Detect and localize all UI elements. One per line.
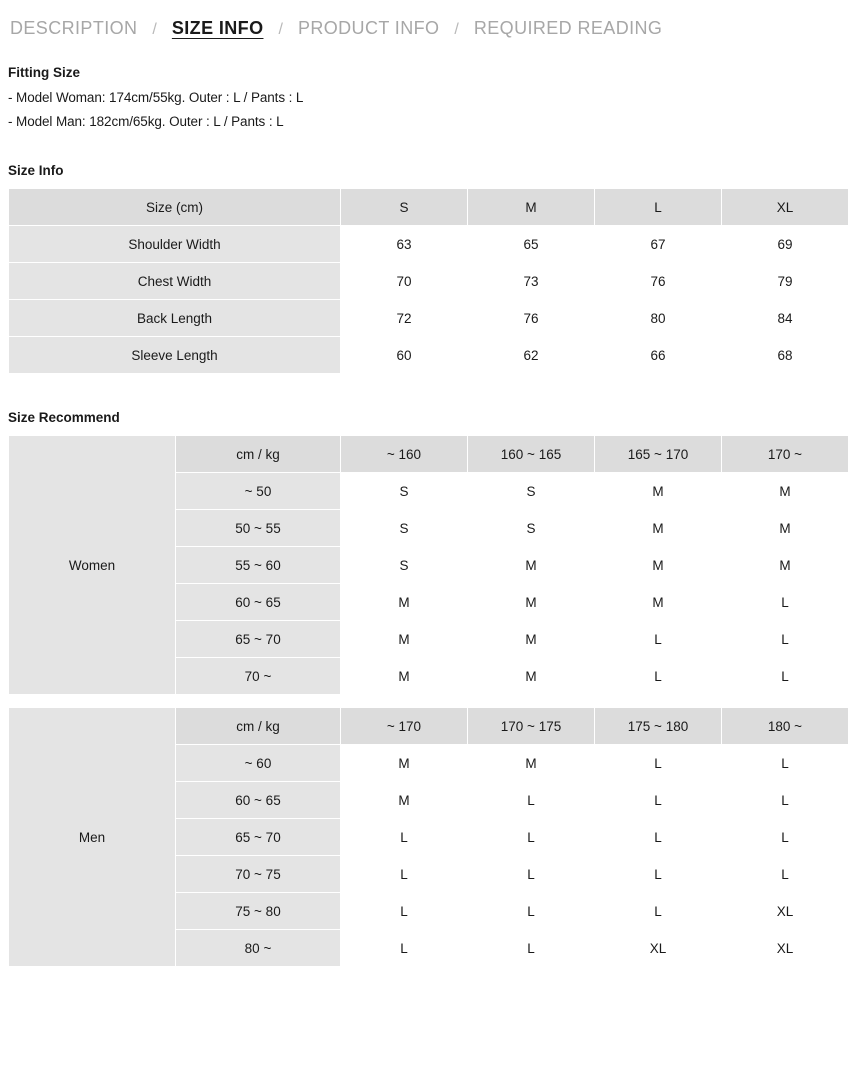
women-cell-3-0: M — [341, 584, 468, 621]
cell-shoulder-xl: 69 — [722, 226, 849, 263]
women-row-label-1: 50 ~ 55 — [176, 510, 341, 547]
men-row-label-4: 75 ~ 80 — [176, 893, 341, 930]
fitting-line-woman: - Model Woman: 174cm/55kg. Outer : L / Pants : L — [8, 90, 304, 105]
women-row-label-3: 60 ~ 65 — [176, 584, 341, 621]
tab-separator-2: / — [278, 21, 283, 38]
women-row-label-2: 55 ~ 60 — [176, 547, 341, 584]
row-label-back-length: Back Length — [9, 300, 341, 337]
men-cell-4-0: L — [341, 893, 468, 930]
men-cell-3-0: L — [341, 856, 468, 893]
men-cell-1-2: L — [595, 782, 722, 819]
group-label-women: Women — [9, 436, 176, 695]
men-row-label-2: 65 ~ 70 — [176, 819, 341, 856]
women-cell-2-2: M — [595, 547, 722, 584]
men-cell-5-0: L — [341, 930, 468, 967]
women-cell-0-3: M — [722, 473, 849, 510]
women-header-3: 165 ~ 170 — [595, 436, 722, 473]
women-cell-5-3: L — [722, 658, 849, 695]
table-row — [9, 300, 849, 337]
cell-chest-m: 73 — [468, 263, 595, 300]
group-label-men: Men — [9, 708, 176, 967]
men-cell-3-1: L — [468, 856, 595, 893]
women-cell-2-0: S — [341, 547, 468, 584]
men-cell-1-3: L — [722, 782, 849, 819]
size-recommend-women-table — [8, 435, 849, 695]
cell-chest-s: 70 — [341, 263, 468, 300]
men-cell-4-2: L — [595, 893, 722, 930]
women-row-label-4: 65 ~ 70 — [176, 621, 341, 658]
women-header-1: ~ 160 — [341, 436, 468, 473]
table-row — [9, 263, 849, 300]
size-info-title: Size Info — [8, 163, 64, 178]
men-cell-3-2: L — [595, 856, 722, 893]
size-info-header-3: L — [595, 189, 722, 226]
tab-bar — [8, 14, 849, 39]
women-cell-5-1: M — [468, 658, 595, 695]
size-info-header-4: XL — [722, 189, 849, 226]
table-header-row — [9, 189, 849, 226]
men-cell-5-1: L — [468, 930, 595, 967]
cell-sleeve-xl: 68 — [722, 337, 849, 374]
women-cell-1-0: S — [341, 510, 468, 547]
women-header-0: cm / kg — [176, 436, 341, 473]
fitting-line-man: - Model Man: 182cm/65kg. Outer : L / Pants : L — [8, 114, 284, 129]
women-cell-3-1: M — [468, 584, 595, 621]
cell-back-xl: 84 — [722, 300, 849, 337]
table-header-row — [9, 436, 849, 473]
size-info-section — [8, 163, 849, 374]
row-label-shoulder-width: Shoulder Width — [9, 226, 341, 263]
cell-chest-l: 76 — [595, 263, 722, 300]
cell-shoulder-s: 63 — [341, 226, 468, 263]
row-label-sleeve-length: Sleeve Length — [9, 337, 341, 374]
women-cell-4-0: M — [341, 621, 468, 658]
size-recommend-men-table — [8, 707, 849, 967]
cell-back-s: 72 — [341, 300, 468, 337]
cell-sleeve-l: 66 — [595, 337, 722, 374]
women-row-label-5: 70 ~ — [176, 658, 341, 695]
cell-back-l: 80 — [595, 300, 722, 337]
tab-separator-1: / — [152, 21, 157, 38]
size-info-header-1: S — [341, 189, 468, 226]
tab-description[interactable]: DESCRIPTION — [10, 18, 138, 38]
women-cell-4-1: M — [468, 621, 595, 658]
women-cell-1-1: S — [468, 510, 595, 547]
fitting-size-section — [8, 65, 849, 129]
women-cell-2-3: M — [722, 547, 849, 584]
men-row-label-1: 60 ~ 65 — [176, 782, 341, 819]
men-row-label-3: 70 ~ 75 — [176, 856, 341, 893]
men-header-1: ~ 170 — [341, 708, 468, 745]
women-cell-1-2: M — [595, 510, 722, 547]
men-row-label-0: ~ 60 — [176, 745, 341, 782]
cell-sleeve-m: 62 — [468, 337, 595, 374]
size-info-table — [8, 188, 849, 374]
women-cell-0-0: S — [341, 473, 468, 510]
size-info-header-2: M — [468, 189, 595, 226]
cell-shoulder-l: 67 — [595, 226, 722, 263]
table-row — [9, 337, 849, 374]
men-cell-0-0: M — [341, 745, 468, 782]
men-header-4: 180 ~ — [722, 708, 849, 745]
size-recommend-section — [8, 410, 849, 967]
men-cell-0-3: L — [722, 745, 849, 782]
men-cell-2-0: L — [341, 819, 468, 856]
women-cell-5-2: L — [595, 658, 722, 695]
men-cell-0-1: M — [468, 745, 595, 782]
women-cell-0-2: M — [595, 473, 722, 510]
men-header-0: cm / kg — [176, 708, 341, 745]
row-label-chest-width: Chest Width — [9, 263, 341, 300]
cell-sleeve-s: 60 — [341, 337, 468, 374]
table-row — [9, 226, 849, 263]
men-cell-4-1: L — [468, 893, 595, 930]
men-cell-2-2: L — [595, 819, 722, 856]
cell-back-m: 76 — [468, 300, 595, 337]
women-cell-4-3: L — [722, 621, 849, 658]
women-header-4: 170 ~ — [722, 436, 849, 473]
table-spacer — [8, 695, 849, 707]
tab-separator-3: / — [454, 21, 459, 38]
size-info-header-0: Size (cm) — [9, 189, 341, 226]
women-cell-4-2: L — [595, 621, 722, 658]
cell-chest-xl: 79 — [722, 263, 849, 300]
women-cell-1-3: M — [722, 510, 849, 547]
tab-required-reading[interactable]: REQUIRED READING — [473, 18, 663, 38]
size-recommend-title: Size Recommend — [8, 410, 120, 425]
men-header-2: 170 ~ 175 — [468, 708, 595, 745]
men-cell-2-3: L — [722, 819, 849, 856]
men-cell-0-2: L — [595, 745, 722, 782]
men-cell-4-3: XL — [722, 893, 849, 930]
men-cell-3-3: L — [722, 856, 849, 893]
women-cell-3-3: L — [722, 584, 849, 621]
men-cell-5-2: XL — [595, 930, 722, 967]
men-cell-2-1: L — [468, 819, 595, 856]
cell-shoulder-m: 65 — [468, 226, 595, 263]
women-cell-3-2: M — [595, 584, 722, 621]
men-cell-1-1: L — [468, 782, 595, 819]
tab-product-info[interactable]: PRODUCT INFO — [297, 18, 440, 38]
women-cell-0-1: S — [468, 473, 595, 510]
women-row-label-0: ~ 50 — [176, 473, 341, 510]
men-header-3: 175 ~ 180 — [595, 708, 722, 745]
men-cell-1-0: M — [341, 782, 468, 819]
men-row-label-5: 80 ~ — [176, 930, 341, 967]
women-cell-2-1: M — [468, 547, 595, 584]
women-header-2: 160 ~ 165 — [468, 436, 595, 473]
men-cell-5-3: XL — [722, 930, 849, 967]
women-cell-5-0: M — [341, 658, 468, 695]
table-header-row — [9, 708, 849, 745]
tab-size-info[interactable]: SIZE INFO — [171, 18, 264, 38]
fitting-size-title: Fitting Size — [8, 65, 80, 80]
